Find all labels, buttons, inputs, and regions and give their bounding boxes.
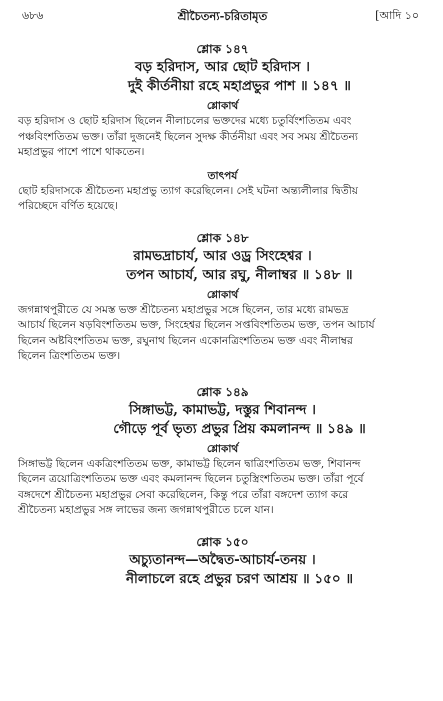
text-line: ছিলেন ত্রিংশতিতম ভক্ত।: [18, 350, 121, 362]
running-header: [18, 6, 427, 26]
verse-150: [18, 533, 427, 589]
verse-148: [18, 229, 427, 285]
text-line: পরিচ্ছেদে বর্ণিত হয়েছে।: [18, 200, 118, 212]
verse-147: [18, 40, 427, 96]
verse-line: দুই কীর্তনীয়া রহে মহাপ্রভুর পাশ ॥ ১৪৭ ॥: [128, 78, 351, 94]
verse-line: গৌড়ে পূর্ব ভৃত্য প্রভুর প্রিয় কমলানন্দ ॥ ১৪৯ ॥: [113, 420, 366, 437]
translation-heading: শ্লোকার্থ: [206, 100, 239, 112]
verse-line: নীলাচলে রহে প্রভুর চরণ আশ্রয় ॥ ১৫০ ॥: [125, 570, 354, 587]
purport-heading: তাৎপর্য: [207, 169, 238, 182]
translation-paragraph: [18, 114, 427, 161]
translation-paragraph: [18, 457, 427, 519]
verse-line: বড় হরিদাস, আর ছোট হরিদাস ।: [135, 59, 310, 75]
text-line: বড় হরিদাস ও ছোট হরিদাস ছিলেন নীলাচলের ভক্তদের মধ্যে চতুর্বিংশতিতম এবং: [18, 115, 352, 127]
verse-label: শ্লোক ১৫০: [196, 534, 249, 549]
translation-paragraph: [18, 303, 427, 365]
page-number: ৬৮৬: [22, 9, 44, 22]
book-title: শ্রীচৈতন্য-চরিতামৃত: [177, 9, 268, 23]
verse-149: [18, 383, 427, 439]
text-line: শ্রীচৈতন্য মহাপ্রভুর সঙ্গ লাভের জন্য জগন্নাথপুরীতে চলে যান।: [18, 504, 274, 516]
text-line: ছোট হরিদাসকে শ্রীচৈতন্য মহাপ্রভু ত্যাগ করেছিলেন। সেই ঘটনা অন্ত্যলীলার দ্বিতীয়: [18, 184, 358, 197]
verse-line: তপন আচার্য, আর রঘু, নীলাম্বর ॥ ১৪৮ ॥: [126, 266, 353, 283]
text-line: সিঙ্গাভট্ট ছিলেন একত্রিংশতিতম ভক্ত, কামাভট্ট ছিলেন দ্বাত্রিংশতিতম ভক্ত, শিবানন্দ: [18, 457, 361, 470]
verse-label: শ্লোক ১৪৭: [196, 42, 249, 56]
text-line: পঞ্চবিংশতিতম ভক্ত। তাঁরা দুজনেই ছিলেন সুদক্ষ কীর্তনীয়া এবং সব সময় শ্রীচৈতন্য: [18, 130, 358, 143]
purport-paragraph: [18, 184, 427, 215]
translation-heading: শ্লোকার্থ: [206, 288, 239, 301]
chapter-reference: [আদি ১০: [375, 9, 419, 22]
text-line: মহাপ্রভুর পাশে পাশে থাকতেন।: [18, 146, 145, 158]
text-line: ছিলেন অষ্টবিংশতিতম ভক্ত, রঘুনাথ ছিলেন একোনত্রিংশতিতম ভক্ত এবং নীলাম্বর: [18, 334, 353, 347]
text-line: বঙ্গদেশে শ্রীচৈতন্য মহাপ্রভুর সেবা করেছিলেন, কিন্তু পরে তাঁরা বঙ্গদেশ ত্যাগ করে: [18, 488, 349, 501]
verse-line: অচ্যুতানন্দ—অদ্বৈত-আচার্য-তনয় ।: [129, 551, 316, 568]
verse-line: রামভদ্রাচার্য, আর ওড্র সিংহেশ্বর ।: [133, 247, 312, 264]
verse-label: শ্লোক ১৪৮: [196, 230, 249, 245]
text-line: আচার্য ছিলেন ষড়বিংশতিতম ভক্ত, সিংহেশ্বর ছিলেন সপ্তবিংশতিতম ভক্ত, তপন আচার্য: [18, 319, 375, 331]
text-line: ছিলেন ত্রয়োত্রিংশতিতম ভক্ত এবং কমলানন্দ ছিলেন চতুস্ত্রিংশতিতম ভক্ত। তাঁরা পূর্বে: [18, 473, 364, 485]
text-line: জগন্নাথপুরীতে যে সমস্ত ভক্ত শ্রীচৈতন্য মহাপ্রভুর সঙ্গে ছিলেন, তার মধ্যে রামভদ্র: [18, 303, 349, 316]
translation-heading: শ্লোকার্থ: [206, 442, 239, 455]
verse-label: শ্লোক ১৪৯: [196, 384, 249, 399]
verse-line: সিঙ্গাভট্ট, কামাভট্ট, দস্তুর শিবানন্দ ।: [129, 401, 316, 418]
